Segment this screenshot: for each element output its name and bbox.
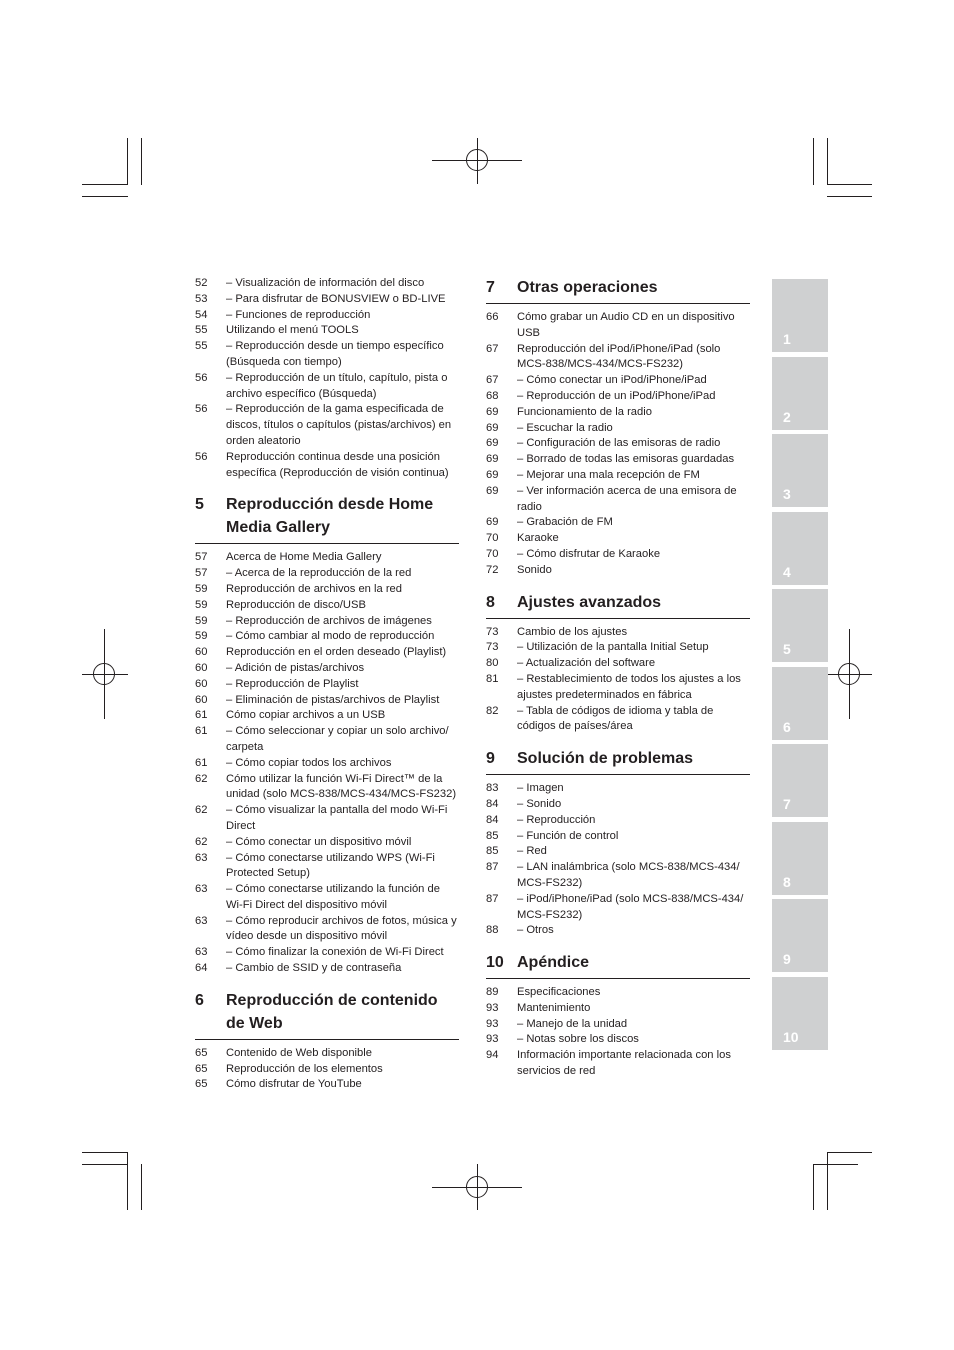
toc-entry <box>486 515 750 531</box>
entry-text: – Cómo disfrutar de Karaoke <box>517 547 750 563</box>
entry-text: – Otros <box>517 923 750 939</box>
page-number: 69 <box>486 468 499 481</box>
toc-entry <box>195 914 459 946</box>
chapter-tab-2 <box>772 357 828 430</box>
toc-entry <box>195 803 459 835</box>
toc-entry <box>195 276 459 292</box>
toc-entry <box>195 614 459 630</box>
chapter-tab-6 <box>772 667 828 740</box>
page-number: 57 <box>195 551 208 564</box>
toc-entry <box>195 708 459 724</box>
page-number: 69 <box>486 453 499 466</box>
toc-entry <box>195 756 459 772</box>
entry-text: – Cómo conectar un iPod/iPhone/iPad <box>517 373 750 389</box>
toc-entry <box>195 598 459 614</box>
entry-text: – Cómo finalizar la conexión de Wi-Fi Direct <box>226 945 459 961</box>
toc-entry <box>486 1048 750 1080</box>
page-number: 87 <box>486 861 499 874</box>
entry-text: – Reproducción de archivos de imágenes <box>226 614 459 630</box>
page-number: 61 <box>195 709 208 722</box>
toc-entry <box>486 672 750 704</box>
chapter-tab-label: 9 <box>783 951 791 967</box>
chapter-tab-9 <box>772 899 828 972</box>
toc-entry <box>486 310 750 342</box>
entry-text: – Cómo visualizar la pantalla del modo Wi-Fi Direct <box>226 803 459 835</box>
chapter-tabs <box>772 279 828 1054</box>
section-title: Reproducción desde Home Media Gallery <box>226 496 434 537</box>
toc-entry <box>195 371 459 403</box>
toc-left-column <box>195 276 459 1093</box>
toc-entry <box>486 813 750 829</box>
entry-text: Sonido <box>517 563 552 576</box>
section-heading <box>486 747 750 775</box>
toc-entry <box>486 405 750 421</box>
toc-entry <box>195 550 459 566</box>
entry-text: – Acerca de la reproducción de la red <box>226 566 459 582</box>
entry-text: Acerca de Home Media Gallery <box>226 551 382 564</box>
page-number: 89 <box>486 986 499 999</box>
page-number: 65 <box>195 1046 208 1059</box>
entry-text: – Escuchar la radio <box>517 421 750 437</box>
toc-entry <box>195 835 459 851</box>
entry-text: – Cómo copiar todos los archivos <box>226 756 459 772</box>
toc-entry <box>486 625 750 641</box>
toc-entry <box>195 724 459 756</box>
page-number: 69 <box>486 405 499 418</box>
section-title: Ajustes avanzados <box>517 593 662 611</box>
entry-text: – Grabación de FM <box>517 515 750 531</box>
page-number: 93 <box>486 1001 499 1014</box>
toc-entry <box>195 402 459 449</box>
toc-entry <box>486 1017 750 1033</box>
entry-text: – Cómo conectarse utilizando WPS (Wi-Fi Protected Setup) <box>226 851 459 883</box>
entry-text: – Reproducción de la gama especificada de discos, títulos o capítulos (pistas/archivos) en orden aleatorio <box>226 402 459 449</box>
chapter-tab-label: 6 <box>783 718 791 735</box>
toc-entry <box>195 629 459 645</box>
toc-entry <box>195 693 459 709</box>
entry-text: – Adición de pistas/archivos <box>226 661 459 677</box>
entry-text: – Función de control <box>517 829 750 845</box>
section-heading <box>486 276 750 304</box>
toc-entry <box>195 308 459 324</box>
entry-text: Cambio de los ajustes <box>517 625 628 638</box>
chapter-tab-3 <box>772 434 828 507</box>
entry-text: – Visualización de información del disco <box>226 276 459 292</box>
toc-entry <box>195 961 459 977</box>
section-heading <box>486 951 750 979</box>
toc-entry <box>195 292 459 308</box>
toc-entry <box>486 844 750 860</box>
entry-text: Mantenimiento <box>517 1001 591 1014</box>
entry-text: Funcionamiento de la radio <box>517 405 652 418</box>
page-number: 65 <box>195 1062 208 1075</box>
section-number: 10 <box>486 954 504 972</box>
entry-text: Contenido de Web disponible <box>226 1046 372 1059</box>
entry-text: Reproducción de archivos en la red <box>226 582 402 595</box>
page-number: 85 <box>486 845 499 858</box>
page-number: 57 <box>195 567 208 580</box>
page-number: 69 <box>486 484 499 497</box>
entry-text: Reproducción de los elementos <box>226 1062 383 1075</box>
page-number: 87 <box>486 892 499 905</box>
page-number: 88 <box>486 924 499 937</box>
chapter-tab-label: 3 <box>783 486 791 502</box>
chapter-tab-1 <box>772 279 828 352</box>
toc-entry <box>195 945 459 961</box>
chapter-tab-7 <box>772 744 828 817</box>
entry-text: – Imagen <box>517 781 750 797</box>
toc-entry <box>195 645 459 661</box>
entry-text: Reproducción del iPod/iPhone/iPad (solo MCS-838/MCS-434/MCS-FS232) <box>517 342 721 371</box>
page-number: 93 <box>486 1017 499 1030</box>
toc-entry <box>195 1077 459 1093</box>
section-title: Solución de problemas <box>517 750 694 768</box>
entry-text: – Manejo de la unidad <box>517 1017 750 1033</box>
toc-entry <box>195 582 459 598</box>
chapter-tab-label: 4 <box>783 563 791 580</box>
page-number: 59 <box>195 598 208 611</box>
page-number: 93 <box>486 1033 499 1046</box>
page-number: 59 <box>195 630 208 643</box>
toc-entry <box>486 985 750 1001</box>
toc-entry <box>486 704 750 736</box>
section-title: Apéndice <box>517 954 590 972</box>
toc-entry <box>195 1046 459 1062</box>
page-number: 61 <box>195 725 208 738</box>
entry-text: – Reproducción de un título, capítulo, pista o archivo específico (Búsqueda) <box>226 371 459 403</box>
page-number: 69 <box>486 437 499 450</box>
section-title: Otras operaciones <box>517 279 658 296</box>
entry-text: – Reproducción desde un tiempo específico (Búsqueda con tiempo) <box>226 339 459 371</box>
page-number: 63 <box>195 883 208 896</box>
page-number: 85 <box>486 829 499 842</box>
entry-text: – Ver información acerca de una emisora de radio <box>517 484 750 516</box>
section-number: 9 <box>486 750 495 768</box>
toc-entry <box>486 781 750 797</box>
entry-text: – Cómo seleccionar y copiar un solo archivo/ carpeta <box>226 724 459 756</box>
page-number: 63 <box>195 914 208 927</box>
page-number: 62 <box>195 772 208 785</box>
toc-entry <box>486 892 750 924</box>
chapter-tab-label: 1 <box>783 331 791 347</box>
page-number: 59 <box>195 614 208 627</box>
chapter-tab-10 <box>772 977 828 1050</box>
page-number: 59 <box>195 582 208 595</box>
page-number: 63 <box>195 851 208 864</box>
entry-text: – Configuración de las emisoras de radio <box>517 436 750 452</box>
entry-text: – Cómo reproducir archivos de fotos, música y vídeo desde un dispositivo móvil <box>226 914 459 946</box>
entry-text: – Utilización de la pantalla Initial Setup <box>517 640 750 656</box>
chapter-tab-label: 5 <box>783 641 791 657</box>
page-number: 67 <box>486 374 499 387</box>
page-number: 60 <box>195 693 208 706</box>
page-number: 82 <box>486 704 499 717</box>
entry-text: – Reproducción de Playlist <box>226 677 459 693</box>
toc-entry <box>486 797 750 813</box>
page-number: 80 <box>486 657 499 670</box>
toc-entry <box>486 468 750 484</box>
page-number: 55 <box>195 324 208 337</box>
chapter-tab-4 <box>772 512 828 585</box>
page-number: 94 <box>486 1049 499 1062</box>
page-number: 66 <box>486 311 499 323</box>
entry-text: – Cómo cambiar al modo de reproducción <box>226 629 459 645</box>
toc-entry <box>486 484 750 516</box>
entry-text: – Red <box>517 844 750 860</box>
page-number: 84 <box>486 813 499 826</box>
toc-entry <box>195 661 459 677</box>
page-number: 69 <box>486 421 499 434</box>
page-number: 62 <box>195 835 208 848</box>
toc-entry <box>486 923 750 939</box>
page-number: 65 <box>195 1078 208 1091</box>
toc-entry <box>486 829 750 845</box>
chapter-tab-label: 10 <box>783 1028 799 1045</box>
entry-text: – iPod/iPhone/iPad (solo MCS-838/MCS-434/ MCS-FS232) <box>517 892 750 924</box>
page-number: 54 <box>195 308 208 321</box>
page-number: 69 <box>486 516 499 529</box>
toc-entry <box>486 373 750 389</box>
toc-entry <box>195 450 459 482</box>
page-number: 84 <box>486 797 499 810</box>
entry-text: – Tabla de códigos de idioma y tabla de códigos de países/área <box>517 704 750 736</box>
toc-entry <box>486 421 750 437</box>
toc-entry <box>486 452 750 468</box>
page-number: 68 <box>486 389 499 402</box>
entry-text: Reproducción de disco/USB <box>226 598 366 611</box>
section-heading <box>486 591 750 619</box>
page-number: 52 <box>195 277 208 289</box>
chapter-tab-8 <box>772 822 828 895</box>
toc-entry <box>486 656 750 672</box>
entry-text: – Restablecimiento de todos los ajustes a los ajustes predeterminados en fábrica <box>517 672 750 704</box>
entry-text: – Notas sobre los discos <box>517 1032 750 1048</box>
entry-text: Karaoke <box>517 532 559 545</box>
section-number: 6 <box>195 991 204 1009</box>
page-number: 64 <box>195 962 208 975</box>
page-number: 60 <box>195 661 208 674</box>
entry-text: – Para disfrutar de BONUSVIEW o BD-LIVE <box>226 292 459 308</box>
toc-entry <box>195 851 459 883</box>
toc-entry <box>486 342 750 374</box>
page-number: 83 <box>486 782 499 795</box>
toc-entry <box>486 860 750 892</box>
entry-text: Cómo utilizar la función Wi-Fi Direct™ de la unidad (solo MCS-838/MCS-434/MCS-FS232) <box>226 772 457 801</box>
chapter-tab-label: 2 <box>783 408 791 425</box>
entry-text: Reproducción en el orden deseado (Playlist) <box>226 646 447 659</box>
page-number: 56 <box>195 403 208 416</box>
page-number: 73 <box>486 641 499 654</box>
page-number: 60 <box>195 646 208 659</box>
entry-text: – Borrado de todas las emisoras guardadas <box>517 452 750 468</box>
page-number: 67 <box>486 342 499 355</box>
chapter-tab-label: 8 <box>783 873 791 890</box>
toc-entry <box>486 1032 750 1048</box>
toc-entry <box>195 566 459 582</box>
entry-text: – Eliminación de pistas/archivos de Playlist <box>226 693 459 709</box>
page-number: 56 <box>195 371 208 384</box>
toc-entry <box>195 772 459 804</box>
toc-entry <box>195 323 459 339</box>
section-heading <box>195 989 459 1040</box>
section-title: Reproducción de contenido de Web <box>226 991 438 1032</box>
page-number: 56 <box>195 450 208 463</box>
toc-entry <box>486 640 750 656</box>
entry-text: – Sonido <box>517 797 750 813</box>
toc-entry <box>486 531 750 547</box>
toc-entry <box>486 389 750 405</box>
entry-text: – Cómo conectar un dispositivo móvil <box>226 835 459 851</box>
page-number: 53 <box>195 292 208 305</box>
section-number: 7 <box>486 279 495 296</box>
section-number: 8 <box>486 593 495 611</box>
toc-entry <box>486 563 750 579</box>
page-number: 60 <box>195 677 208 690</box>
entry-text: Reproducción continua desde una posición específica (Reproducción de visión continua) <box>226 450 449 479</box>
page-number: 81 <box>486 672 499 685</box>
page-number: 70 <box>486 547 499 560</box>
toc-entry <box>195 677 459 693</box>
entry-text: – Reproducción de un iPod/iPhone/iPad <box>517 389 750 405</box>
page-number: 70 <box>486 532 499 545</box>
section-heading <box>195 493 459 544</box>
entry-text: Información importante relacionada con los servicios de red <box>517 1049 731 1078</box>
entry-text: – Actualización del software <box>517 656 750 672</box>
entry-text: – Mejorar una mala recepción de FM <box>517 468 750 484</box>
chapter-tab-label: 7 <box>783 796 791 812</box>
toc-entry <box>195 339 459 371</box>
toc-right-column <box>486 276 750 1080</box>
toc-entry <box>486 1001 750 1017</box>
page-number: 62 <box>195 804 208 817</box>
page-number: 55 <box>195 340 208 353</box>
page-number: 63 <box>195 946 208 959</box>
toc-entry <box>486 436 750 452</box>
entry-text: Especificaciones <box>517 986 601 999</box>
section-number: 5 <box>195 496 204 514</box>
page-number: 73 <box>486 625 499 638</box>
entry-text: – Cómo conectarse utilizando la función de Wi-Fi Direct del dispositivo móvil <box>226 882 459 914</box>
entry-text: – Cambio de SSID y de contraseña <box>226 961 459 977</box>
toc-entry <box>195 882 459 914</box>
page-number: 72 <box>486 563 499 576</box>
entry-text: Cómo disfrutar de YouTube <box>226 1078 362 1091</box>
page-number: 61 <box>195 756 208 769</box>
toc-entry <box>195 1062 459 1078</box>
entry-text: Cómo copiar archivos a un USB <box>226 709 386 722</box>
entry-text: Utilizando el menú TOOLS <box>226 324 359 337</box>
entry-text: – Reproducción <box>517 813 750 829</box>
chapter-tab-5 <box>772 589 828 662</box>
entry-text: – Funciones de reproducción <box>226 308 459 324</box>
entry-text: Cómo grabar un Audio CD en un dispositivo USB <box>517 311 735 339</box>
entry-text: – LAN inalámbrica (solo MCS-838/MCS-434/ MCS-FS232) <box>517 860 750 892</box>
toc-entry <box>486 547 750 563</box>
